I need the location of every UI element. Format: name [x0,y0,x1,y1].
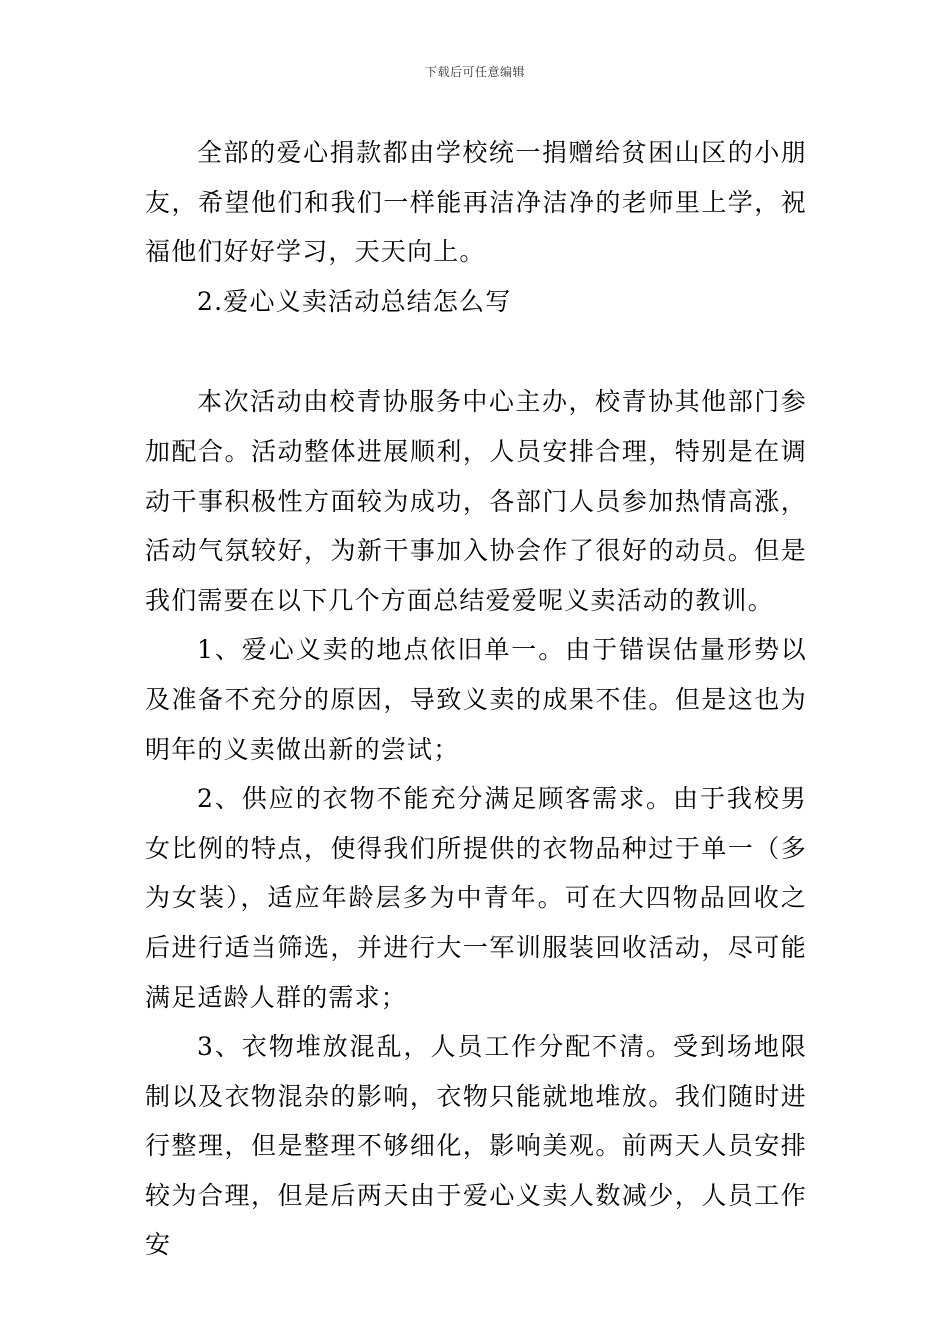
paragraph-point-3: 3、衣物堆放混乱，人员工作分配不清。受到场地限制以及衣物混杂的影响，衣物只能就地堆放。我们随时进行整理，但是整理不够细化，影响美观。前两天人员安排较为合理，但是后两天由于爱心义卖人数减少，人员工作安 [145,1032,807,1260]
paragraph-summary: 本次活动由校青协服务中心主办，校青协其他部门参加配合。活动整体进展顺利，人员安排合理，特别是在调动干事积极性方面较为成功，各部门人员参加热情高涨，活动气氛较好，为新干事加入协会作了很好的动员。但是我们需要在以下几个方面总结爱爱呢义卖活动的教训。 [145,387,807,615]
section-heading: 2.爱心义卖活动总结怎么写 [197,286,512,316]
paragraph-donation: 全部的爱心捐款都由学校统一捐赠给贫困山区的小朋友，希望他们和我们一样能再洁净洁净的老师里上学，祝福他们好好学习，天天向上。 [145,138,807,267]
paragraph-point-1: 1、爱心义卖的地点依旧单一。由于错误估量形势以及准备不充分的原因，导致义卖的成果不佳。但是这也为明年的义卖做出新的尝试； [145,635,807,764]
blank-line [145,326,807,377]
page-header: 下载后可任意编辑 [424,65,525,79]
document-body [145,128,807,1270]
paragraph-point-2: 2、供应的衣物不能充分满足顾客需求。由于我校男女比例的特点，使得我们所提供的衣物品种过于单一（多为女装），适应年龄层多为中青年。可在大四物品回收之后进行适当筛选，并进行大一军训服装回收活动，尽可能满足适龄人群的需求； [145,784,807,1012]
